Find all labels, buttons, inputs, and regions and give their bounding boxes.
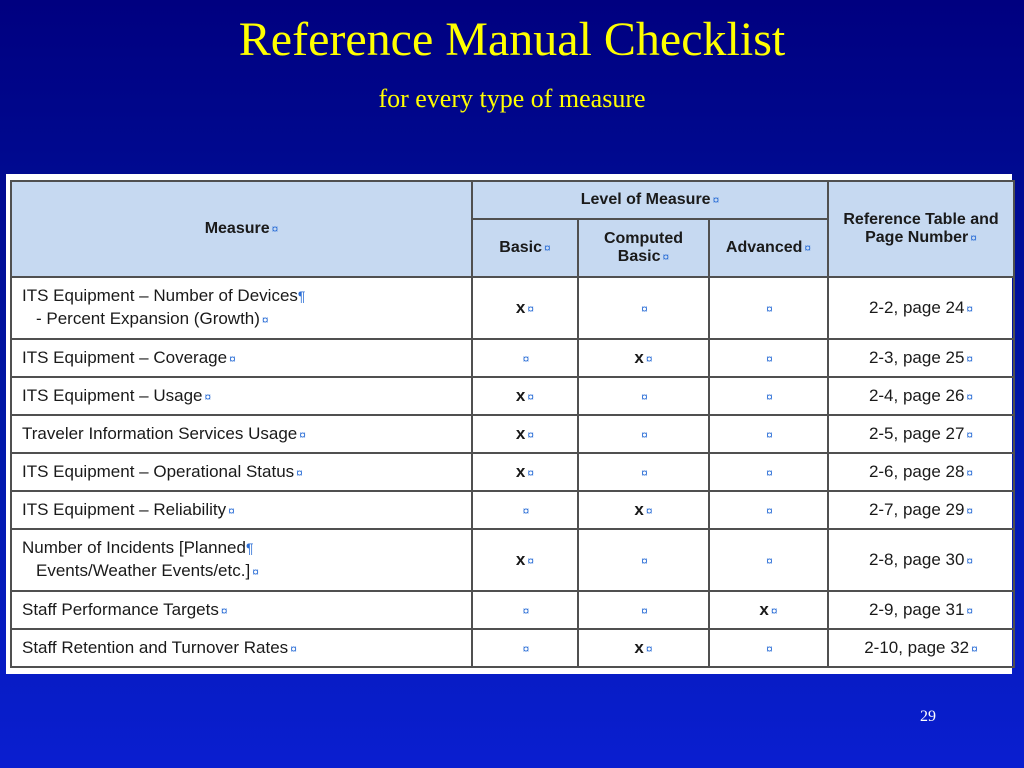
check-mark: x [759,600,769,619]
reference-text: 2-3, page 25 [868,348,965,367]
header-level-of-measure: Level of Measure ¤ [472,181,828,219]
table-row [11,629,1014,667]
header-basic: Basic ¤ [472,219,578,277]
cell-measure: ITS Equipment – Number of Devices¶ - Percent Expansion (Growth) ¤ [11,277,472,339]
cell-reference: 2-2, page 24 ¤ [828,277,1014,339]
reference-text: 2-7, page 29 [868,500,965,519]
reference-text: 2-10, page 32 [864,638,970,657]
reference-text: 2-4, page 26 [868,386,965,405]
cell-measure: Staff Retention and Turnover Rates ¤ [11,629,472,667]
measure-text: Traveler Information Services Usage [22,423,298,443]
cell-computed-basic: x ¤ [578,629,709,667]
cell-advanced: ¤ [709,453,828,491]
check-mark: x [634,500,644,519]
reference-text: 2-8, page 30 [868,550,965,569]
cell-reference: 2-9, page 31 ¤ [828,591,1014,629]
measure-text: ITS Equipment – Operational Status [22,461,295,481]
cell-measure: Number of Incidents [Planned¶ Events/Weather Events/etc.] ¤ [11,529,472,591]
measure-text: ITS Equipment – Reliability [22,499,227,519]
cell-measure: Staff Performance Targets ¤ [11,591,472,629]
cell-reference: 2-6, page 28 ¤ [828,453,1014,491]
slide-number: 29 [920,708,936,725]
cell-computed-basic: ¤ [578,529,709,591]
cell-basic: x ¤ [472,277,578,339]
table-row [11,339,1014,377]
table-row [11,491,1014,529]
measure-text-line2: - Percent Expansion (Growth) [36,309,260,328]
cell-computed-basic: ¤ [578,453,709,491]
check-mark: x [634,638,644,657]
cell-basic: ¤ [472,491,578,529]
cell-basic: ¤ [472,591,578,629]
cell-basic: x ¤ [472,415,578,453]
measure-text: Number of Incidents [Planned [22,538,246,558]
measure-text: ITS Equipment – Coverage [22,347,228,367]
check-mark: x [515,386,526,405]
cell-computed-basic: ¤ [578,277,709,339]
check-mark: x [515,550,526,569]
header-advanced: Advanced ¤ [709,219,828,277]
table-row [11,453,1014,491]
cell-advanced: x ¤ [709,591,828,629]
reference-text: 2-6, page 28 [868,462,965,481]
cell-computed-basic: ¤ [578,591,709,629]
header-computed-basic: Computed Basic ¤ [578,219,709,277]
table-row [11,591,1014,629]
cell-reference: 2-8, page 30 ¤ [828,529,1014,591]
cell-basic: ¤ [472,339,578,377]
checklist-table [10,180,1015,668]
cell-reference: 2-5, page 27 ¤ [828,415,1014,453]
check-mark: x [634,348,644,367]
cell-advanced: ¤ [709,529,828,591]
header-measure: Measure ¤ [11,181,472,277]
cell-computed-basic: x ¤ [578,339,709,377]
cell-measure: ITS Equipment – Operational Status ¤ [11,453,472,491]
slide-title: Reference Manual Checklist [238,13,786,66]
cell-measure: Traveler Information Services Usage ¤ [11,415,472,453]
table-row [11,277,1014,339]
cell-measure: ITS Equipment – Coverage ¤ [11,339,472,377]
table-row [11,529,1014,591]
measure-text: ITS Equipment – Usage [22,385,203,405]
measure-text: ITS Equipment – Number of Devices [22,286,298,306]
cell-computed-basic: x ¤ [578,491,709,529]
cell-reference: 2-10, page 32 ¤ [828,629,1014,667]
cell-basic: x ¤ [472,377,578,415]
cell-reference: 2-4, page 26 ¤ [828,377,1014,415]
cell-reference: 2-3, page 25 ¤ [828,339,1014,377]
cell-computed-basic: ¤ [578,377,709,415]
measure-text: Staff Retention and Turnover Rates [22,637,289,657]
cell-advanced: ¤ [709,415,828,453]
cell-basic: x ¤ [472,529,578,591]
measure-text-line2: Events/Weather Events/etc.] [36,561,251,580]
cell-advanced: ¤ [709,491,828,529]
cell-basic: ¤ [472,629,578,667]
cell-measure: ITS Equipment – Reliability ¤ [11,491,472,529]
reference-text: 2-5, page 27 [868,424,965,443]
reference-text: 2-2, page 24 [868,298,965,317]
cell-computed-basic: ¤ [578,415,709,453]
cell-advanced: ¤ [709,377,828,415]
cell-advanced: ¤ [709,629,828,667]
cell-advanced: ¤ [709,277,828,339]
cell-basic: x ¤ [472,453,578,491]
table-row [11,415,1014,453]
check-mark: x [515,462,526,481]
table-row [11,377,1014,415]
measure-text: Staff Performance Targets [22,599,219,619]
cell-reference: 2-7, page 29 ¤ [828,491,1014,529]
checklist-table-image [6,174,1012,674]
reference-text: 2-9, page 31 [868,600,965,619]
header-reference: Reference Table and Page Number ¤ [828,181,1014,277]
check-mark: x [515,298,526,317]
cell-advanced: ¤ [709,339,828,377]
cell-measure: ITS Equipment – Usage ¤ [11,377,472,415]
check-mark: x [515,424,526,443]
slide-subtitle: for every type of measure [378,84,646,113]
